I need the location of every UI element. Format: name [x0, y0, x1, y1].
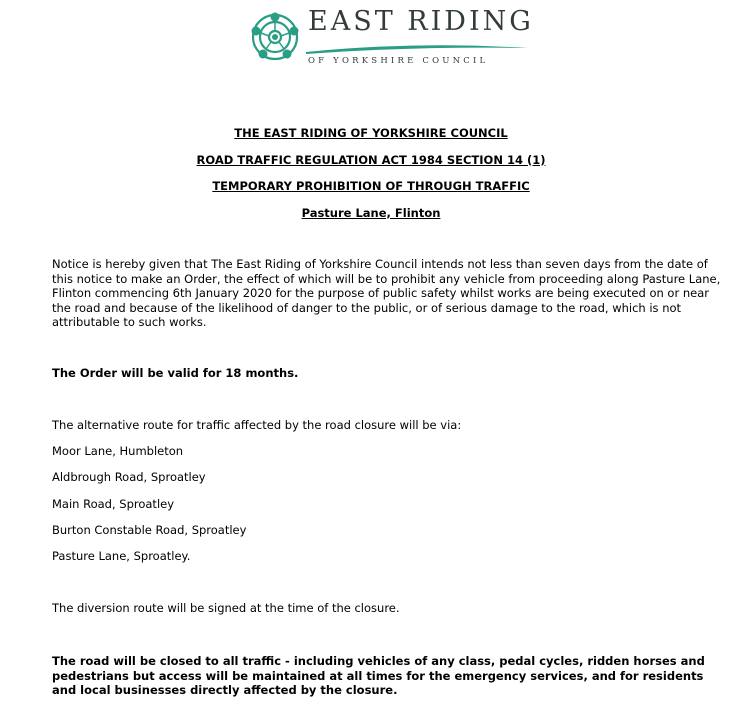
heading-location: Pasture Lane, Flinton [301, 205, 441, 220]
diversion-statement: The diversion route will be signed at the time of the closure. [52, 601, 400, 615]
heading-council: THE EAST RIDING OF YORKSHIRE COUNCIL [234, 126, 508, 140]
closure-statement: The road will be closed to all traffic - including vehicles of any class, pedal cycles, ridden horses and pedestrians but access will be maintained at all times for the emergency services, and for residents and local businesses directly affected by the closure. [52, 654, 705, 697]
yorkshire-rose-icon [250, 12, 300, 62]
council-subtitle: OF YORKSHIRE COUNCIL [308, 56, 489, 66]
route-item: Pasture Lane, Sproatley. [52, 549, 191, 563]
route-item: Main Road, Sproatley [52, 497, 175, 511]
logo-swoosh [306, 43, 528, 55]
council-logo [250, 6, 540, 68]
route-intro: The alternative route for traffic affected by the road closure will be via: [52, 418, 462, 432]
route-item: Aldbrough Road, Sproatley [52, 470, 206, 484]
validity-statement: The Order will be valid for 18 months. [52, 366, 299, 380]
notice-headings [0, 125, 742, 231]
heading-act: ROAD TRAFFIC REGULATION ACT 1984 SECTION 14 (1) [196, 152, 546, 167]
notice-paragraph: Notice is hereby given that The East Riding of Yorkshire Council intends not less than seven days from the date of this notice to make an Order, the effect of which will be to prohibit any vehicle from proceeding along Pasture Lane, Flinton commencing 6th January 2020 for the purpose of public safety whilst works are being executed on or near the road and because of the likelihood of danger to the public, or of serious damage to the road, which is not attributable to such works. [52, 257, 721, 329]
route-item: Burton Constable Road, Sproatley [52, 523, 247, 537]
council-name: EAST RIDING [308, 6, 534, 37]
heading-prohibition: TEMPORARY PROHIBITION OF THROUGH TRAFFIC [212, 179, 530, 193]
route-item: Moor Lane, Humbleton [52, 444, 184, 458]
